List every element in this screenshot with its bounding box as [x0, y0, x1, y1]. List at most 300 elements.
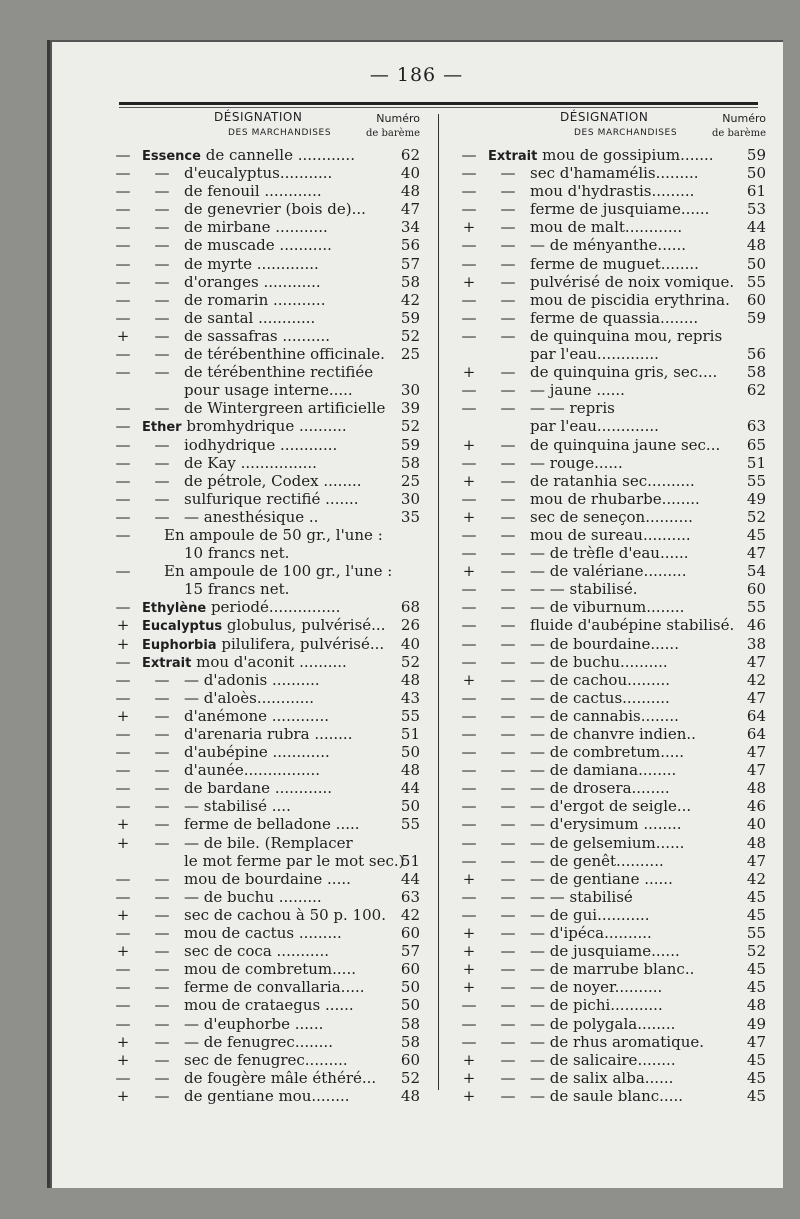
bareme-number: 45	[746, 1086, 766, 1105]
entry-text: — d'ipéca..........	[530, 924, 652, 943]
status-sign: —	[115, 688, 131, 707]
entry-text: sec de seneçon..........	[530, 507, 693, 526]
table-row	[114, 852, 420, 870]
table-row	[460, 381, 766, 399]
status-sign: —	[115, 525, 131, 544]
status-sign: +	[462, 1086, 476, 1105]
table-row	[114, 671, 420, 689]
status-sign: —	[461, 797, 477, 816]
ditto-dash: —	[154, 779, 170, 798]
table-row	[114, 689, 420, 707]
bareme-number: 47	[746, 652, 766, 671]
table-row	[460, 562, 766, 580]
bareme-number: 48	[746, 236, 766, 255]
table-row	[114, 797, 420, 815]
table-row	[114, 255, 420, 273]
status-sign: +	[462, 218, 476, 237]
entry-text: de térébenthine officinale.	[184, 345, 385, 364]
column-header	[460, 108, 766, 142]
bareme-number: 50	[400, 978, 420, 997]
entry-text: — de chanvre indien..	[530, 725, 696, 743]
table-row	[460, 1033, 766, 1051]
ditto-dash: —	[500, 435, 516, 454]
table-row	[114, 978, 420, 996]
bareme-number: 47	[746, 743, 766, 762]
bareme-number: 47	[400, 200, 420, 219]
entry-text: mou d'hydrastis.........	[530, 182, 695, 201]
status-sign: —	[115, 978, 131, 997]
table-row	[114, 707, 420, 725]
table-row	[460, 327, 766, 345]
table-row	[114, 381, 420, 399]
ditto-dash: —	[154, 1086, 170, 1105]
entry-text: de romarin ...........	[184, 290, 326, 309]
ditto-dash: —	[500, 761, 516, 780]
table-row	[460, 236, 766, 254]
ditto-dash: —	[500, 833, 516, 852]
table-row	[460, 255, 766, 273]
table-row	[114, 996, 420, 1014]
bareme-number: 45	[746, 978, 766, 997]
entry-text: En ampoule de 50 gr., l'une :	[164, 525, 383, 544]
bareme-number: 50	[746, 254, 766, 273]
table-row	[114, 399, 420, 417]
status-sign: —	[115, 869, 131, 888]
ditto-dash: —	[500, 308, 516, 327]
entry-text: de myrte .............	[184, 254, 319, 273]
table-row	[460, 635, 766, 653]
status-sign: —	[115, 146, 131, 164]
bareme-number: 48	[746, 779, 766, 798]
designation-heading: DÉSIGNATION	[214, 110, 303, 124]
ditto-dash: —	[154, 833, 170, 852]
entry-text: — — stabilisé	[530, 887, 633, 906]
status-sign: —	[115, 761, 131, 780]
ditto-dash: —	[500, 743, 516, 762]
entry-text: fluide d'aubépine stabilisé.	[530, 616, 735, 635]
entry-text: mou de piscidia erythrina.	[530, 290, 730, 309]
entry-text: — de rhus aromatique.	[530, 1032, 705, 1051]
bareme-number: 53	[746, 200, 766, 219]
entry-text: sec de coca ...........	[184, 942, 329, 961]
table-row	[114, 743, 420, 761]
status-sign: —	[115, 652, 131, 671]
entry-text: — de gentiane ......	[530, 869, 673, 888]
status-sign: —	[115, 489, 131, 508]
table-row	[114, 1087, 420, 1105]
status-sign: —	[461, 725, 477, 743]
ditto-dash: —	[500, 634, 516, 653]
ditto-dash: —	[154, 725, 170, 743]
status-sign: —	[461, 688, 477, 707]
entry-text: de fougère mâle éthéré...	[184, 1068, 377, 1087]
table-row	[460, 906, 766, 924]
entry-text: — de salicaire........	[530, 1050, 676, 1069]
ditto-dash: —	[154, 200, 170, 219]
bareme-number: 45	[746, 1050, 766, 1069]
ditto-dash: —	[500, 797, 516, 816]
bareme-number: 68	[400, 598, 420, 617]
table-row	[114, 888, 420, 906]
bareme-number: 48	[400, 670, 420, 689]
status-sign: +	[116, 634, 130, 653]
bareme-number: 52	[400, 652, 420, 671]
entry-text: d'eucalyptus...........	[184, 164, 333, 183]
table-row	[460, 924, 766, 942]
bareme-number: 55	[400, 815, 420, 834]
entry-text: — de gui...........	[530, 905, 650, 924]
bareme-number: 60	[746, 290, 766, 309]
table-row	[114, 417, 420, 435]
des-marchandises-heading: DES MARCHANDISES	[574, 128, 678, 138]
status-sign: —	[461, 851, 477, 870]
entry-text: mou de malt............	[530, 218, 683, 237]
bareme-number: 51	[400, 851, 420, 870]
ditto-dash: —	[154, 869, 170, 888]
ditto-dash: —	[500, 326, 516, 345]
entry-text: ferme de quassia........	[530, 308, 699, 327]
table-row	[114, 200, 420, 218]
entry-text: d'oranges ............	[184, 272, 321, 291]
status-sign: —	[115, 182, 131, 201]
ditto-dash: —	[500, 1050, 516, 1069]
status-sign: —	[115, 924, 131, 943]
status-sign: +	[116, 326, 130, 345]
bareme-number: 38	[746, 634, 766, 653]
status-sign: —	[461, 616, 477, 635]
bareme-number: 46	[746, 797, 766, 816]
table-row	[114, 562, 420, 580]
bareme-number: 64	[746, 706, 766, 725]
de-bareme-heading: de barème	[366, 128, 420, 139]
entry-text: sec de fenugrec.........	[184, 1050, 348, 1069]
status-sign: +	[116, 616, 130, 635]
bareme-number: 47	[746, 761, 766, 780]
ditto-dash: —	[154, 399, 170, 418]
table-row	[460, 960, 766, 978]
status-sign: +	[462, 978, 476, 997]
status-sign: —	[115, 363, 131, 382]
bareme-number: 44	[746, 218, 766, 237]
table-row	[460, 146, 766, 164]
bareme-number: 52	[400, 417, 420, 436]
ditto-dash: —	[154, 887, 170, 906]
entry-text: — de cannabis........	[530, 706, 679, 725]
table-row	[114, 436, 420, 454]
entry-text: — de cactus..........	[530, 688, 670, 707]
entry-text: sec de cachou à 50 p. 100.	[184, 905, 386, 924]
table-row	[460, 834, 766, 852]
status-sign: +	[116, 942, 130, 961]
entry-text: — d'aloès............	[184, 688, 315, 707]
status-sign: —	[461, 326, 477, 345]
status-sign: —	[461, 525, 477, 544]
bareme-number: 51	[746, 453, 766, 472]
table-row	[114, 273, 420, 291]
ditto-dash: —	[500, 616, 516, 635]
table-row	[460, 797, 766, 815]
table-row	[114, 182, 420, 200]
ditto-dash: —	[154, 996, 170, 1015]
table-row	[460, 1087, 766, 1105]
entry-text: de bardane ............	[184, 779, 333, 798]
bareme-number: 42	[746, 869, 766, 888]
status-sign: —	[461, 544, 477, 563]
status-sign: —	[461, 381, 477, 400]
status-sign: +	[116, 815, 130, 834]
status-sign: +	[462, 942, 476, 961]
bareme-number: 52	[746, 507, 766, 526]
column-divider	[438, 114, 439, 1090]
status-sign: —	[115, 417, 131, 436]
bareme-number: 55	[746, 471, 766, 490]
table-row	[460, 743, 766, 761]
bareme-number: 60	[746, 580, 766, 599]
bareme-number: 43	[400, 688, 420, 707]
table-row	[114, 960, 420, 978]
ditto-dash: —	[154, 761, 170, 780]
entry-text: de quinquina mou, repris	[530, 326, 723, 345]
ditto-dash: —	[154, 236, 170, 255]
table-row	[460, 689, 766, 707]
bareme-number: 59	[400, 435, 420, 454]
status-sign: —	[115, 887, 131, 906]
table-row	[114, 309, 420, 327]
right-entries	[460, 146, 766, 1105]
entry-text: d'anémone ............	[184, 706, 329, 725]
bareme-number: 48	[400, 1086, 420, 1105]
table-row	[460, 164, 766, 182]
bareme-number: 39	[400, 399, 420, 418]
table-row	[460, 526, 766, 544]
ditto-dash: —	[500, 815, 516, 834]
ditto-dash: —	[154, 1068, 170, 1087]
entry-text: par l'eau.............	[530, 345, 659, 364]
table-row	[460, 852, 766, 870]
bareme-number: 59	[400, 308, 420, 327]
bareme-number: 40	[400, 634, 420, 653]
table-row	[460, 454, 766, 472]
bareme-number: 49	[746, 489, 766, 508]
table-row	[460, 725, 766, 743]
entry-text: mou de combretum.....	[184, 960, 356, 979]
entry-text: — rouge......	[530, 453, 623, 472]
header-rule	[119, 102, 758, 105]
table-row	[114, 580, 420, 598]
table-row	[114, 490, 420, 508]
bareme-number: 48	[746, 996, 766, 1015]
table-row	[460, 200, 766, 218]
status-sign: —	[115, 670, 131, 689]
table-row	[460, 345, 766, 363]
bareme-number: 56	[400, 236, 420, 255]
table-row	[114, 761, 420, 779]
table-row	[114, 544, 420, 562]
ditto-dash: —	[154, 815, 170, 834]
ditto-dash: —	[500, 381, 516, 400]
bareme-number: 30	[400, 381, 420, 400]
entry-text: — de cachou.........	[530, 670, 671, 689]
bareme-number: 54	[746, 562, 766, 581]
ditto-dash: —	[154, 1050, 170, 1069]
table-row	[114, 1051, 420, 1069]
table-row	[460, 273, 766, 291]
ditto-dash: —	[500, 471, 516, 490]
right-column	[460, 108, 766, 1105]
status-sign: —	[115, 308, 131, 327]
ditto-dash: —	[500, 652, 516, 671]
entry-text: pulvérisé de noix vomique.	[530, 272, 735, 291]
ditto-dash: —	[154, 924, 170, 943]
table-row	[114, 815, 420, 833]
entry-text: mou de cactus .........	[184, 924, 342, 943]
status-sign: +	[462, 924, 476, 943]
bareme-number: 58	[746, 363, 766, 382]
ditto-dash: —	[154, 290, 170, 309]
entry-text: de pétrole, Codex ........	[184, 471, 362, 490]
bareme-number: 44	[400, 779, 420, 798]
status-sign: —	[115, 471, 131, 490]
ditto-dash: —	[500, 580, 516, 599]
entry-text: — stabilisé ....	[184, 797, 291, 816]
bareme-number: 45	[746, 887, 766, 906]
ditto-dash: —	[154, 435, 170, 454]
table-row	[460, 580, 766, 598]
ditto-dash: —	[154, 670, 170, 689]
bareme-number: 62	[746, 381, 766, 400]
left-column	[114, 108, 420, 1105]
table-row	[114, 616, 420, 634]
table-row	[114, 164, 420, 182]
ditto-dash: —	[500, 942, 516, 961]
status-sign: —	[115, 453, 131, 472]
status-sign: —	[461, 743, 477, 762]
bareme-number: 45	[746, 1068, 766, 1087]
entry-text: — de jusquiame......	[530, 942, 680, 961]
ditto-dash: —	[500, 1068, 516, 1087]
bareme-number: 60	[400, 924, 420, 943]
status-sign: —	[461, 182, 477, 201]
table-row	[460, 1051, 766, 1069]
left-entries	[114, 146, 420, 1105]
status-sign: —	[461, 489, 477, 508]
status-sign: —	[461, 1014, 477, 1033]
status-sign: —	[461, 453, 477, 472]
table-row	[114, 598, 420, 616]
entry-text: — d'erysimum ........	[530, 815, 682, 834]
status-sign: +	[116, 1050, 130, 1069]
ditto-dash: —	[154, 308, 170, 327]
entry-text: de Wintergreen artificielle	[184, 399, 386, 418]
entry-text: 15 francs net.	[184, 580, 290, 599]
table-row	[460, 779, 766, 797]
ditto-dash: —	[500, 272, 516, 291]
bareme-number: 60	[400, 1050, 420, 1069]
status-sign: +	[462, 363, 476, 382]
ditto-dash: —	[154, 706, 170, 725]
bareme-number: 50	[400, 743, 420, 762]
table-row	[460, 417, 766, 435]
table-row	[114, 942, 420, 960]
entry-text: de Kay ................	[184, 453, 317, 472]
status-sign: —	[115, 507, 131, 526]
status-sign: —	[461, 598, 477, 617]
table-row	[114, 472, 420, 490]
entry-text: de mirbane ...........	[184, 218, 328, 237]
entry-text: ferme de convallaria.....	[184, 978, 365, 997]
status-sign: +	[116, 905, 130, 924]
table-row	[114, 454, 420, 472]
ditto-dash: —	[154, 254, 170, 273]
ditto-dash: —	[500, 200, 516, 219]
bareme-number: 25	[400, 471, 420, 490]
bareme-number: 42	[746, 670, 766, 689]
entry-text: — de saule blanc.....	[530, 1086, 684, 1105]
ditto-dash: —	[500, 960, 516, 979]
ditto-dash: —	[500, 706, 516, 725]
ditto-dash: —	[500, 544, 516, 563]
table-row	[460, 399, 766, 417]
status-sign: —	[115, 200, 131, 219]
entry-text: — de damiana........	[530, 761, 677, 780]
entry-text: mou de sureau..........	[530, 525, 691, 544]
entry-text: — de polygala........	[530, 1014, 676, 1033]
status-sign: —	[461, 290, 477, 309]
ditto-dash: —	[154, 743, 170, 762]
bareme-number: 51	[400, 725, 420, 743]
ditto-dash: —	[500, 978, 516, 997]
ditto-dash: —	[500, 688, 516, 707]
status-sign: —	[115, 236, 131, 255]
entry-text: d'arenaria rubra ........	[184, 725, 353, 743]
table-row	[460, 472, 766, 490]
entry-text: Euphorbia pilulifera, pulvérisé...	[142, 634, 385, 653]
status-sign: —	[461, 761, 477, 780]
bareme-number: 63	[400, 887, 420, 906]
status-sign: —	[115, 996, 131, 1015]
bareme-number: 35	[400, 507, 420, 526]
entry-text: — de combretum.....	[530, 743, 685, 762]
entry-text: — — stabilisé.	[530, 580, 638, 599]
bareme-number: 49	[746, 1014, 766, 1033]
bareme-number: 52	[400, 326, 420, 345]
ditto-dash: —	[500, 254, 516, 273]
document-page	[47, 40, 783, 1188]
entry-text: Ether bromhydrique ..........	[142, 417, 347, 436]
column-header	[114, 108, 420, 142]
entry-text: — de pichi...........	[530, 996, 663, 1015]
ditto-dash: —	[500, 924, 516, 943]
entry-text: — anesthésique ..	[184, 507, 319, 526]
table-row	[460, 616, 766, 634]
entry-text: d'aunée................	[184, 761, 321, 780]
status-sign: —	[115, 345, 131, 364]
table-row	[114, 870, 420, 888]
table-row	[460, 978, 766, 996]
table-row	[114, 1015, 420, 1033]
ditto-dash: —	[500, 453, 516, 472]
page-number: — 186 —	[369, 64, 464, 86]
table-row	[460, 653, 766, 671]
status-sign: +	[116, 706, 130, 725]
entry-text: — jaune ......	[530, 381, 625, 400]
ditto-dash: —	[500, 887, 516, 906]
table-row	[460, 291, 766, 309]
entry-text: — d'euphorbe ......	[184, 1014, 324, 1033]
bareme-number: 42	[400, 290, 420, 309]
ditto-dash: —	[154, 471, 170, 490]
status-sign: +	[462, 562, 476, 581]
